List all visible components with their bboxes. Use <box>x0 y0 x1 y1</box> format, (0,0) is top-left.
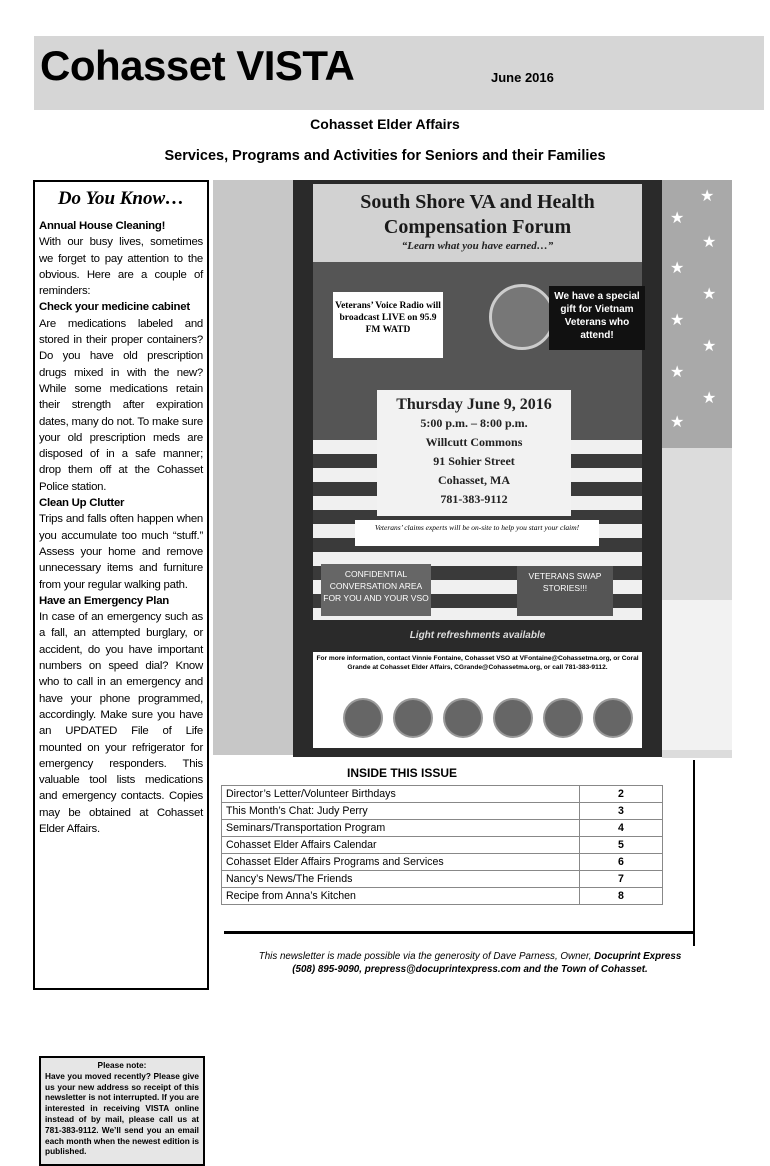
army-seal-icon <box>343 698 383 738</box>
sidebar-paragraph: In case of an emergency such as a fall, an attempted burglary, or accident, do you have important numbers on speed dial? Know who to call in an emergency and have your phone programmed, accordingly. Make sure you have an UPDATED File of Life mounted on your refrigerator for emergency responders. This valuable tool lists medications and emergency contacts. Copies may be obtained at Cohasset Elder Affairs. <box>39 611 203 835</box>
va-seal-icon <box>593 698 633 738</box>
toc-row <box>222 803 663 820</box>
flyer-side-band <box>213 180 293 755</box>
vietnam-gift-box: We have a special gift for Vietnam Veterans who attend! <box>549 286 645 350</box>
star-icon: ★ <box>670 260 685 277</box>
toc-page: 4 <box>580 820 663 837</box>
toc-item: Nancy’s News/The Friends <box>222 871 580 888</box>
sidebar-subheading: Annual House Cleaning! <box>39 220 166 232</box>
sidebar-body <box>39 218 203 837</box>
event-street: 91 Sohier Street <box>433 454 515 468</box>
flag-star-field <box>662 180 732 448</box>
flyer-header <box>313 184 642 262</box>
footer-line1: This newsletter is made possible via the generosity of Dave Parness, Owner, <box>258 951 595 962</box>
event-date: Thursday June 9, 2016 <box>396 396 552 413</box>
coast-guard-seal-icon <box>543 698 583 738</box>
toc-row <box>222 854 663 871</box>
event-details <box>377 390 571 516</box>
sidebar-subheading: Clean Up Clutter <box>39 497 125 510</box>
star-icon: ★ <box>670 210 685 227</box>
toc-row <box>222 786 663 803</box>
toc-item: Seminars/Transportation Program <box>222 820 580 837</box>
note-title: Please note: <box>97 1060 147 1070</box>
refreshments-note: Light refreshments available <box>409 630 546 641</box>
star-icon: ★ <box>702 234 717 251</box>
do-you-know-sidebar <box>33 180 209 1157</box>
vietnam-veterans-seal-icon <box>489 284 555 350</box>
organization-name: Cohasset Elder Affairs <box>310 116 460 132</box>
newsletter-title: Cohasset VISTA <box>40 42 355 89</box>
toc-page: 7 <box>580 871 663 888</box>
sidebar-paragraph: Are medications labeled and stored in their proper containers? Do you have old prescription drugs mixed in with the new? While some medications retain their strength after expiration dates, many do not. To make sure your old prescription meds are disposed of in a safe manner; drop them off at the Cohasset Police station. <box>39 317 203 493</box>
flyer-title-line1: South Shore VA and Health <box>360 191 595 213</box>
va-forum-flyer <box>293 180 662 757</box>
note-text: Have you moved recently? Please give us your new address so receipt of this newsletter is not interrupted. If you are interested in receiving VISTA online instead of by mail, please call us at 781-383-9112. We’ll send you an email each month when the newest edition is published. <box>45 1070 199 1157</box>
toc-item: This Month’s Chat: Judy Perry <box>222 803 580 820</box>
toc-page: 3 <box>580 803 663 820</box>
toc-item: Director’s Letter/Volunteer Birthdays <box>222 786 580 803</box>
address-note <box>39 1056 205 1166</box>
toc-page: 6 <box>580 854 663 871</box>
issue-date: June 2016 <box>491 70 554 85</box>
air-force-seal-icon <box>493 698 533 738</box>
tagline: Services, Programs and Activities for Seniors and their Families <box>164 148 606 164</box>
flyer-title-line2: Compensation Forum <box>383 216 572 238</box>
star-icon: ★ <box>702 338 717 355</box>
swap-stories-banner: VETERANS SWAP STORIES!!! <box>517 566 613 616</box>
sidebar-subheading: Have an Emergency Plan <box>39 594 169 607</box>
horizontal-rule <box>224 931 694 934</box>
footer-line2: (508) 895-9090, prepress@docuprintexpress.com and the Town of Cohasset. <box>292 963 648 975</box>
inside-issue-table <box>221 785 663 905</box>
toc-row <box>222 820 663 837</box>
event-phone: 781-383-9112 <box>440 492 508 506</box>
footer-credit <box>230 951 710 976</box>
toc-item: Cohasset Elder Affairs Calendar <box>222 837 580 854</box>
vertical-rule <box>693 760 695 946</box>
sidebar-subheading: Check your medicine cabinet <box>39 301 190 314</box>
toc-row <box>222 871 663 888</box>
sidebar-paragraph: With our busy lives, sometimes we forget to pay attention to the obvious. Here are a couple of reminders: <box>39 236 203 298</box>
confidential-banner: CONFIDENTIAL CONVERSATION AREA FOR YOU AND YOUR VSO <box>321 564 431 616</box>
sidebar-paragraph: Trips and falls often happen when you accumulate too much “stuff.” Assess your home and remove unnecessary items and furniture from your regular walking path. <box>39 513 203 591</box>
sidebar-heading: Do You Know… <box>57 188 185 209</box>
toc-row <box>222 837 663 854</box>
radio-broadcast-box: Veterans’ Voice Radio will broadcast LIVE on 95.9 FM WATD <box>333 292 443 358</box>
star-icon: ★ <box>670 364 685 381</box>
contact-info: For more information, contact Vinnie Fontaine, Cohasset VSO at VFontaine@Cohassetma.org, or Coral Grande at Cohasset Elder Affairs, CGrande@Cohassetma.org, or call 781-383-9112. <box>313 652 642 688</box>
star-icon: ★ <box>702 390 717 407</box>
navy-seal-icon <box>443 698 483 738</box>
flag-stripes-light <box>662 600 732 750</box>
toc-page: 5 <box>580 837 663 854</box>
star-icon: ★ <box>702 286 717 303</box>
inside-issue-title: INSIDE THIS ISSUE <box>346 766 458 780</box>
masthead <box>34 36 764 110</box>
event-venue: Willcutt Commons <box>425 435 523 449</box>
flyer-subtitle: “Learn what you have earned…” <box>401 240 554 252</box>
event-time: 5:00 p.m. – 8:00 p.m. <box>420 416 528 430</box>
military-seals-row <box>313 688 642 748</box>
star-icon: ★ <box>670 312 685 329</box>
star-icon: ★ <box>670 414 685 431</box>
event-city: Cohasset, MA <box>438 473 510 487</box>
star-icon: ★ <box>700 188 715 205</box>
toc-page: 8 <box>580 888 663 905</box>
marines-seal-icon <box>393 698 433 738</box>
toc-item: Cohasset Elder Affairs Programs and Services <box>222 854 580 871</box>
toc-row <box>222 888 663 905</box>
toc-page: 2 <box>580 786 663 803</box>
claims-note: Veterans’ claims experts will be on-site to help you start your claim! <box>355 520 599 546</box>
toc-item: Recipe from Anna’s Kitchen <box>222 888 580 905</box>
sponsor-name: Docuprint Express <box>594 951 682 962</box>
